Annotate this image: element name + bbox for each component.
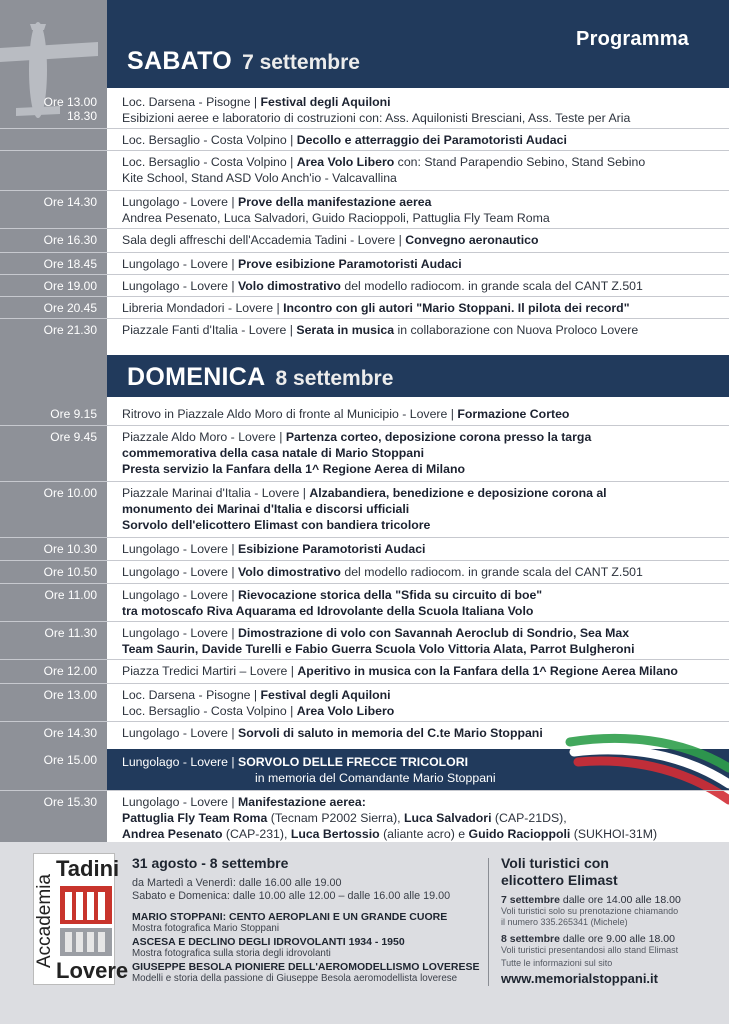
sunday-date: 8 settembre [275,367,394,390]
event-description: Sala degli affreschi dell'Accademia Tadini - Lovere | Convegno aeronautico [122,233,539,247]
event-description: Lungolago - Lovere | Sorvoli di saluto in memoria del C.te Mario Stoppani [122,726,543,740]
event-description: Piazza Tredici Martiri – Lovere | Aperitivo in musica con la Fanfara della 1^ Regione Aerea Milano [122,664,678,678]
sunday-title [127,363,393,392]
event-time: Ore 21.30 [43,323,97,337]
highlight-line2: in memoria del Comandante Mario Stoppani [255,771,496,785]
exhibition-dates: 31 agosto - 8 settembre [132,855,289,871]
saturday-header [107,0,729,88]
helicopter-flights-info [501,855,721,986]
event-time: Ore 9.45 [50,430,97,444]
event-time: Ore 10.30 [43,542,97,556]
event-description: Lungolago - Lovere | Esibizione Paramotoristi Audaci [122,542,426,556]
event-row [0,228,729,252]
saturday-title [127,47,360,76]
exhibit-title: MARIO STOPPANI: CENTO AEROPLANI E UN GRANDE CUORE [132,911,448,923]
logo-text-top: Tadini [56,856,120,881]
event-row [0,91,729,128]
opening-hours-weekend: Sabato e Domenica: dalle 10.00 alle 12.00 – dalle 16.00 alle 19.00 [132,890,451,902]
event-row [0,128,729,150]
event-time: Ore 18.45 [43,257,97,271]
opening-hours-weekdays: da Martedì a Venerdì: dalle 16.00 alle 19.00 [132,877,342,889]
event-description: Libreria Mondadori - Lovere | Incontro con gli autori "Mario Stoppani. Il pilota dei record" [122,301,630,315]
event-row [0,537,729,560]
saturday-flights-note2: il numero 335.265341 (Michele) [501,917,628,927]
event-description: Loc. Bersaglio - Costa Volpino | Area Volo Libero con: Stand Parapendio Sebino, Stand Sebino Kite School, Stand ASD Volo Anch'io - Valcavallina [122,155,646,185]
saturday-date: 7 settembre [242,51,360,74]
logo-text-bottom: Lovere [56,958,129,983]
saturday-flights-note1: Voli turistici solo su prenotazione chiamando [501,906,679,916]
event-description: Piazzale Fanti d'Italia - Lovere | Serata in musica in collaborazione con Nuova Proloco Lovere [122,323,639,337]
event-time: Ore 11.00 [44,588,97,602]
event-description: Loc. Bersaglio - Costa Volpino | Decollo e atterraggio dei Paramotoristi Audaci [122,133,567,147]
event-time: Ore 14.30 [43,726,97,740]
exhibit-subtitle: Mostra fotografica sulla storia degli idrovolanti [132,948,331,959]
event-row [0,318,729,348]
info-note: Tutte le informazioni sul sito [501,958,613,968]
sunday-header [107,355,729,397]
event-row [0,560,729,583]
flights-title-line2: elicottero Elimast [501,872,618,888]
event-description: Lungolago - Lovere | Prove della manifestazione aerea Andrea Pesenato, Luca Salvadori, Guido Racioppoli, Pattuglia Fly Team Roma [122,195,550,225]
footer-divider [488,858,489,986]
event-description: Lungolago - Lovere | Prove esibizione Paramotoristi Audaci [122,257,462,271]
event-row [0,190,729,228]
event-time: Ore 9.15 [50,407,97,421]
highlight-line1: Lungolago - Lovere | SORVOLO DELLE FRECCE TRICOLORI [122,755,469,769]
exhibit-subtitle: Modelli e storia della passione di Giuseppe Besola aeromodellista loverese [132,973,458,984]
event-time: Ore 19.00 [43,279,97,293]
flights-title-line1: Voli turistici con [501,855,609,871]
event-row [0,296,729,318]
event-time: Ore 10.50 [43,565,97,579]
event-row [0,425,729,481]
event-row [0,403,729,425]
sunday-flights-note: Voli turistici presentandosi allo stand Elimast [501,945,679,955]
exhibit-title: GIUSEPPE BESOLA PIONIERE DELL'AEROMODELLISMO LOVERESE [132,961,480,973]
event-time: Ore 11.30 [44,626,97,640]
exhibit-subtitle: Mostra fotografica Mario Stoppani [132,923,280,934]
event-description: Lungolago - Lovere | Dimostrazione di volo con Savannah Aeroclub di Sondrio, Sea Max Team Saurin, Davide Turelli e Fabio Guerra Scuola Volo Vittoria Alata, Parrot Bulgheroni [122,626,635,656]
event-description: Piazzale Aldo Moro - Lovere | Partenza corteo, deposizione corona presso la targa commemorativa della casa natale di Mario Stoppani Presta servizio la Fanfara della 1^ Regione Aerea di Milano [122,430,592,476]
event-row [0,274,729,296]
event-time: Ore 14.30 [43,195,97,209]
saturday-flights: 7 settembre dalle ore 14.00 alle 18.00 [501,894,681,906]
event-time: Ore 15.30 [43,795,97,809]
event-time: Ore 20.45 [43,301,97,315]
event-description: Piazzale Marinai d'Italia - Lovere | Alzabandiera, benedizione e deposizione corona al monumento dei Marinai d'Italia e discorsi ufficiali Sorvolo dell'elicottero Elimast con bandiera tricolore [122,486,607,532]
event-row [0,481,729,537]
event-time: Ore 13.00 [43,688,97,702]
event-time: Ore 16.30 [43,233,97,247]
event-description: Lungolago - Lovere | Manifestazione aerea: Pattuglia Fly Team Roma (Tecnam P2002 Sierra), Luca Salvadori (CAP-21DS), Andrea Pesenato (CAP-231), Luca Bertossio (aliante acro) e Guido Racioppoli (SUKHOI-31M) [122,795,658,841]
event-time: Ore 12.00 [43,664,97,678]
event-description: Ritrovo in Piazzale Aldo Moro di fronte al Municipio - Lovere | Formazione Corteo [122,407,570,421]
event-row [0,659,729,683]
event-row [0,150,729,190]
sunday-day: DOMENICA [127,363,266,391]
saturday-day: SABATO [127,47,233,75]
event-description: Lungolago - Lovere | Volo dimostrativo del modello radiocom. in grande scala del CANT Z.501 [122,565,643,579]
event-time: Ore 10.00 [43,486,97,500]
event-row [0,621,729,659]
website-link[interactable]: www.memorialstoppani.it [501,971,658,986]
event-description: Lungolago - Lovere | Rievocazione storica della "Sfida su circuito di boe" tra motoscafo Riva Aquarama ed Idrovolante della Scuola Italiana Volo [122,588,543,618]
sunday-flights: 8 settembre dalle ore 9.00 alle 18.00 [501,933,675,945]
event-description: Loc. Darsena - Pisogne | Festival degli Aquiloni Loc. Bersaglio - Costa Volpino | Area Volo Libero [122,688,395,718]
event-row [0,252,729,274]
event-time: Ore 15.00 [43,753,97,767]
event-description: Lungolago - Lovere | Volo dimostrativo del modello radiocom. in grande scala del CANT Z.501 [122,279,643,293]
program-title: Programma [576,28,689,50]
exhibit-title: ASCESA E DECLINO DEGLI IDROVOLANTI 1934 - 1950 [132,936,405,948]
exhibitions-info [132,855,482,984]
logo-text-side: Accademia [34,874,55,968]
accademia-tadini-logo [33,853,129,985]
event-row [0,790,729,842]
event-time: Ore 13.00 18.30 [43,95,97,123]
event-description: Loc. Darsena - Pisogne | Festival degli Aquiloni Esibizioni aeree e laboratorio di costruzioni con: Ass. Aquilonisti Bresciani, Ass. Teste per Aria [122,95,631,125]
event-row [0,583,729,621]
logo-emblem-icon [60,886,112,956]
